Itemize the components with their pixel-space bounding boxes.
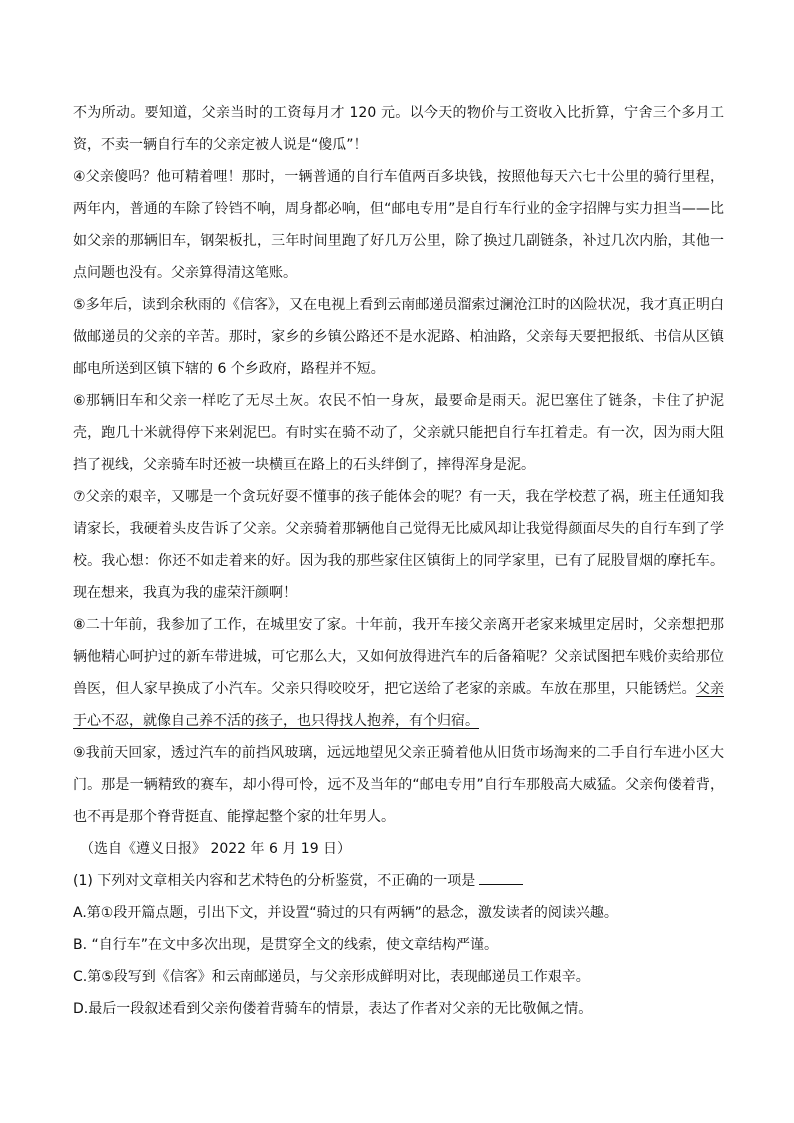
paragraph-6: ⑥那辆旧车和父亲一样吃了无尽土灰。农民不怕一身灰，最要命是雨天。泥巴塞住了链条，卡住了护泥壳，跑几十米就得停下来剁泥巴。有时实在骑不动了，父亲就只能把自行车扛着走。有一次，因为雨大阻挡了视线，父亲骑车时还被一块横亘在路上的石头绊倒了，摔得浑身是泥。: [73, 393, 724, 473]
question-stem: [73, 865, 724, 897]
paragraph-8-underlined-sentence: 父亲于心不忍，就像自己养不活的孩子，也只得找人抱养，有个归宿。: [73, 681, 724, 729]
option-d: D.最后一段叙述看到父亲佝偻着背骑车的情景，表达了作者对父亲的无比敬佩之情。: [73, 1001, 593, 1017]
paragraph-8-main: ⑧二十年前，我参加了工作，在城里安了家。十年前，我开车接父亲离开老家来城里定居时，父亲想把那辆他精心呵护过的新车带进城，可它那么大，又如何放得进汽车的后备箱呢？父亲试图把车贱价卖给那位兽医，但人家早换成了小汽车。父亲只得咬咬牙，把它送给了老家的亲戚。车放在那里，只能锈烂。: [73, 617, 724, 697]
paragraph-7: ⑦父亲的艰辛，又哪是一个贪玩好耍不懂事的孩子能体会的呢？有一天，我在学校惹了祸，班主任通知我请家长，我硬着头皮告诉了父亲。父亲骑着那辆他自己觉得无比威风却让我觉得颜面尽失的自行车到了学校。我心想：你还不如走着来的好。因为我的那些家住区镇街上的同学家里，已有了屁股冒烟的摩托车。现在想来，我真为我的虚荣汗颜啊！: [73, 489, 724, 601]
paragraph-continued: 不为所动。要知道，父亲当时的工资每月才 120 元。以今天的物价与工资收入比折算，宁舍三个多月工资，不卖一辆自行车的父亲定被人说是“傻瓜”！: [73, 105, 724, 153]
paragraph-8: [73, 609, 724, 737]
source-citation: （选自《遵义日报》 2022 年 6 月 19 日）: [80, 841, 352, 857]
option-a: A.第①段开篇点题，引出下文，并设置“骑过的只有两辆”的悬念，激发读者的阅读兴趣。: [73, 905, 618, 921]
answer-blank[interactable]: [479, 870, 523, 885]
paragraph-4: ④父亲傻吗？他可精着哩！那时，一辆普通的自行车值两百多块钱，按照他每天六七十公里的骑行里程，两年内，普通的车除了铃铛不响，周身都必响，但“邮电专用”是自行车行业的金字招牌与实力担当——比如父亲的那辆旧车，钢架板扎，三年时间里跑了好几万公里，除了换过几副链条，补过几次内胎，其他一点问题也没有。父亲算得清这笔账。: [73, 169, 724, 281]
paragraph-9: ⑨我前天回家，透过汽车的前挡风玻璃，远远地望见父亲正骑着他从旧货市场淘来的二手自行车进小区大门。那是一辆精致的赛车，却小得可怜，远不及当年的“邮电专用”自行车那般高大威猛。父亲佝偻着背，也不再是那个脊背挺直、能撑起整个家的壮年男人。: [73, 745, 724, 825]
question-stem-text: (1) 下列对文章相关内容和艺术特色的分析鉴赏，不正确的一项是: [73, 873, 476, 889]
option-b: B. “自行车”在文中多次出现，是贯穿全文的线索，使文章结构严谨。: [73, 937, 499, 953]
paragraph-5: ⑤多年后，读到余秋雨的《信客》，又在电视上看到云南邮递员溜索过澜沧江时的凶险状况，我才真正明白做邮递员的父亲的辛苦。那时，家乡的乡镇公路还不是水泥路、柏油路，父亲每天要把报纸、书信从区镇邮电所送到区镇下辖的 6 个乡政府，路程并不短。: [73, 297, 724, 377]
option-c: C.第⑤段写到《信客》和云南邮递员，与父亲形成鲜明对比，表现邮递员工作艰辛。: [73, 969, 590, 985]
